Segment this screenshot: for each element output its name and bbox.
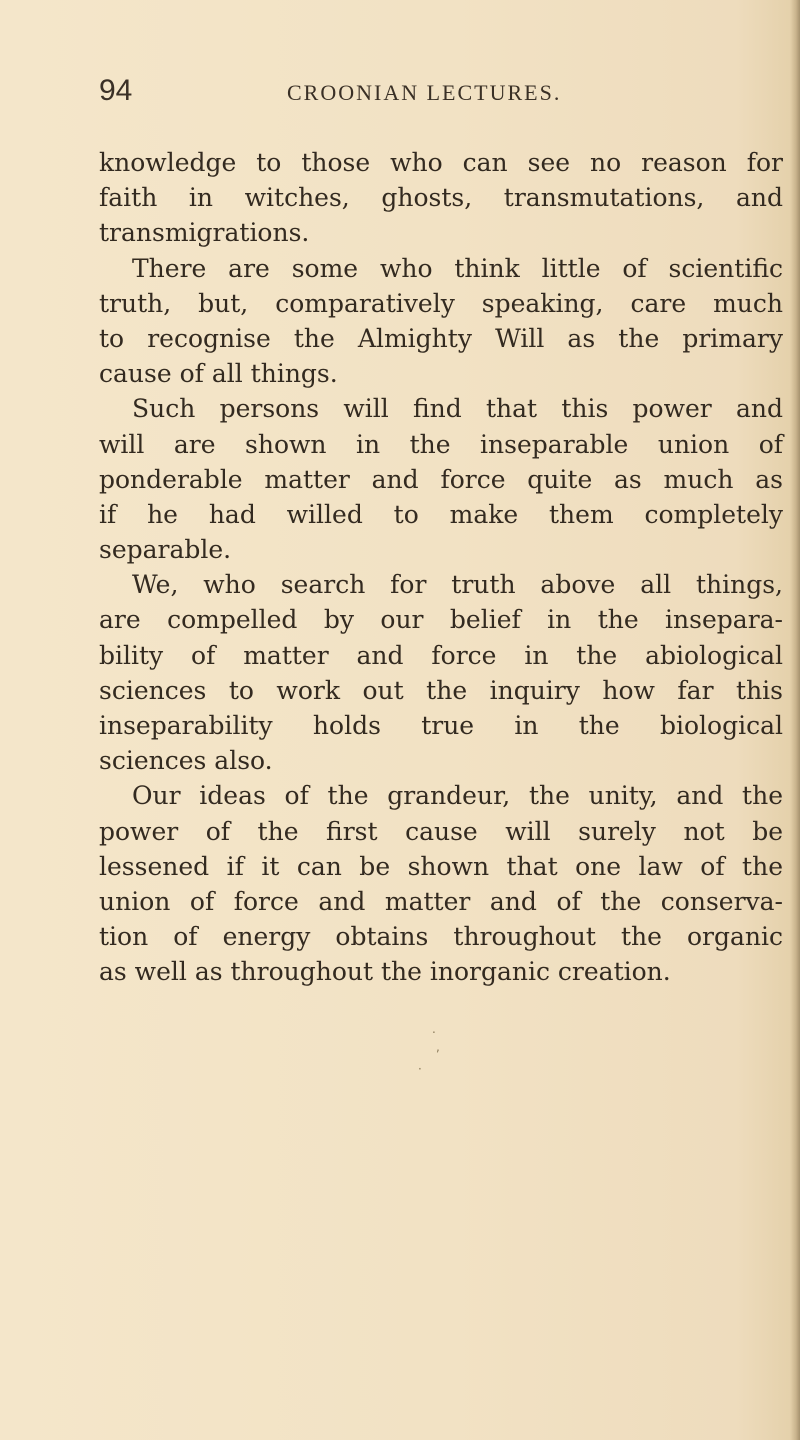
paper-speck: . [432, 1022, 436, 1036]
text-line: Such persons will find that this power and [132, 394, 783, 424]
text-line: to recognise the Almighty Will as the primary [99, 323, 783, 353]
text-line: inseparability holds true in the biological [99, 711, 783, 740]
page-edge-shadow [790, 0, 800, 1440]
paragraph [99, 391, 783, 567]
text-line: union of force and matter and of the conserva- [99, 886, 783, 916]
text-line: tion of energy obtains throughout the organic [99, 922, 783, 952]
text-line: Our ideas of the grandeur, the unity, and the [132, 781, 783, 811]
page-header [99, 70, 769, 120]
paragraph [99, 567, 783, 778]
text-line: will are shown in the inseparable union of [99, 429, 783, 459]
text-line: truth, but, comparatively speaking, care much [99, 288, 783, 318]
paragraph [99, 778, 783, 989]
paragraph [99, 145, 783, 251]
text-line: There are some who think little of scientific [132, 253, 783, 283]
paragraph [99, 251, 783, 392]
text-line: are compelled by our belief in the insepara- [99, 605, 783, 635]
text-line: as well as throughout the inorganic creation. [99, 957, 671, 987]
text-line: ponderable matter and force quite as much as [99, 464, 783, 494]
text-line: sciences to work out the inquiry how far this [99, 675, 783, 705]
text-line: We, who search for truth above all things, [132, 570, 783, 600]
running-head: CROONIAN LECTURES. [287, 80, 562, 105]
text-line: bility of matter and force in the abiological [99, 640, 783, 670]
text-line: cause of all things. [99, 359, 338, 389]
paper-speck: · [418, 1062, 422, 1076]
text-line: transmigrations. [99, 218, 310, 248]
text-line: power of the first cause will surely not be [99, 816, 783, 846]
text-line: faith in witches, ghosts, transmutations, and [99, 183, 783, 213]
paper-speck: , [436, 1040, 440, 1054]
text-line: lessened if it can be shown that one law of the [99, 851, 783, 881]
body-text [99, 145, 783, 990]
text-line: knowledge to those who can see no reason for [99, 148, 783, 177]
text-line: separable. [99, 535, 232, 565]
text-line: sciences also. [99, 746, 273, 776]
text-line: if he had willed to make them completely [99, 499, 783, 529]
page-number: 94 [99, 74, 133, 107]
